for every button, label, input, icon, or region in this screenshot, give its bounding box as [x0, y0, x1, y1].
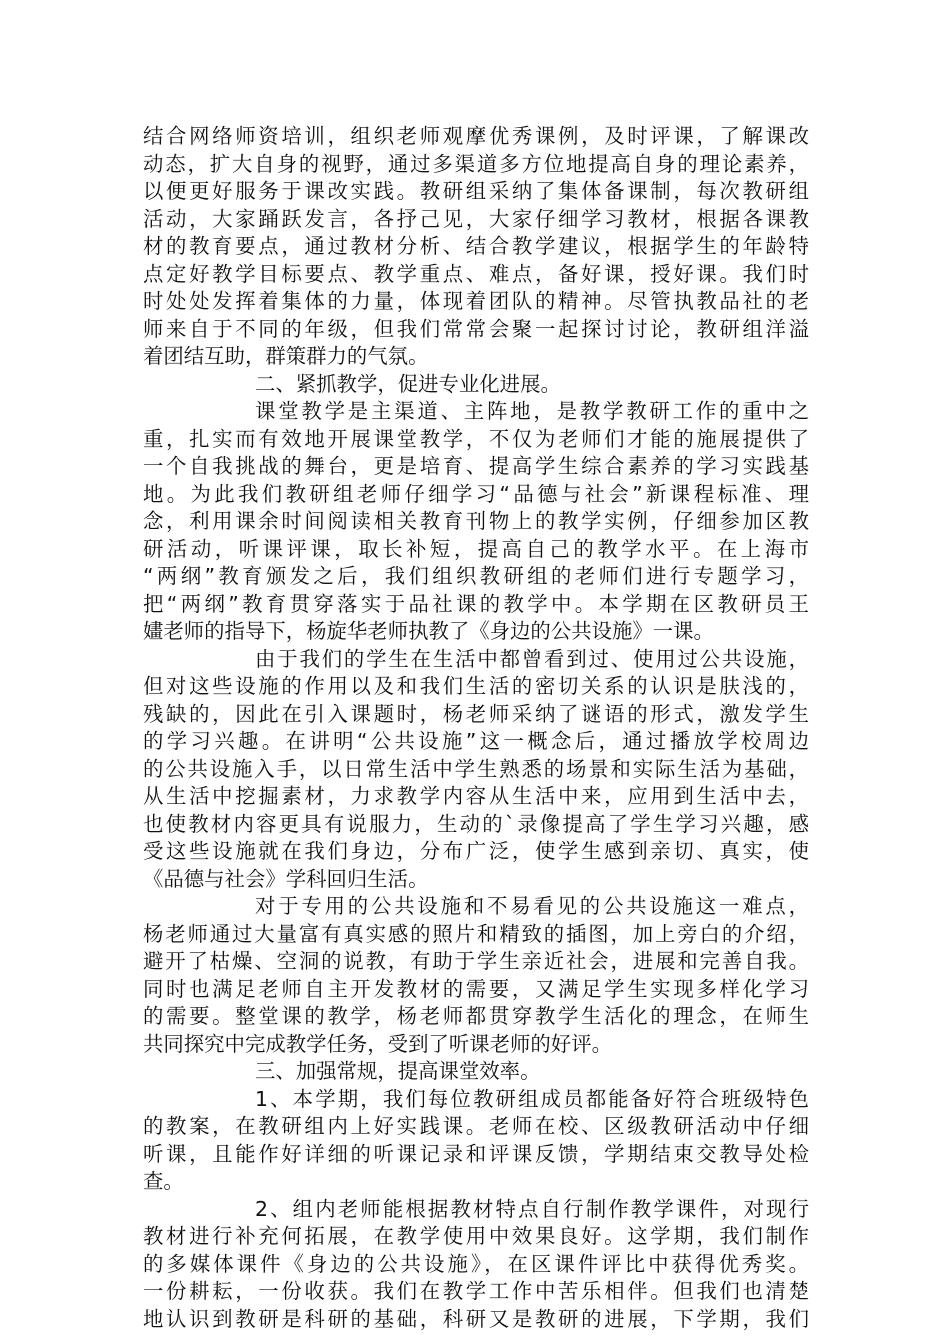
text-line: 的公共设施入手，以日常生活中学生熟悉的场景和实际生活为基础，: [143, 756, 809, 781]
text-line: 听课，且能作好详细的听课记录和评课反馈，学期结束交教导处检: [143, 1141, 809, 1166]
text-line: 师来自于不同的年级，但我们常常会聚一起探讨讨论，教研组洋溢: [143, 316, 809, 341]
text-line: 1、本学期，我们每位教研组成员都能备好符合班级特色: [255, 1086, 809, 1111]
text-line: 的学习兴趣。在讲明“公共设施”这一概念后，通过播放学校周边: [143, 729, 809, 753]
text-line: “两纲”教育颁发之后，我们组织教研组的老师们进行专题学习，: [143, 564, 809, 588]
text-line: 嫿老师的指导下，杨旋华老师执教了《身边的公共设施》一课。: [143, 619, 714, 643]
text-line: 念，利用课余时间阅读相关教育刊物上的教学实例，仔细参加区教: [143, 509, 809, 533]
text-line: 以便更好服务于课改实践。教研组采纳了集体备课制，每次教研组: [143, 179, 809, 203]
text-line: 的教案，在教研组内上好实践课。老师在校、区级教研活动中仔细: [143, 1114, 809, 1138]
text-line: 杨老师通过大量富有真实感的照片和精致的插图，加上旁白的介绍，: [143, 921, 809, 946]
text-line: 的多媒体课件《身边的公共设施》，在区课件评比中获得优秀奖。: [143, 1251, 809, 1276]
text-line: 的需要。整堂课的教学，杨老师都贯穿教学生活化的理念，在师生: [143, 1004, 809, 1028]
text-line: 材的教育要点，通过教材分析、结合教学建议，根据学生的年龄特: [143, 234, 809, 258]
text-line: 二、紧抓教学，促进专业化进展。: [255, 371, 561, 396]
text-line: 课堂教学是主渠道、主阵地，是教学教研工作的重中之: [255, 399, 809, 423]
text-line: 把“两纲”教育贯穿落实于品社课的教学中。本学期在区教研员王: [143, 591, 809, 616]
text-line: 三、加强常规，提高课堂效率。: [255, 1059, 541, 1083]
text-line: 残缺的，因此在引入课题时，杨老师采纳了谜语的形式，激发学生: [143, 701, 809, 726]
text-line: 重，扎实而有效地开展课堂教学，不仅为老师们才能的施展提供了: [143, 426, 809, 451]
text-line: 查。: [143, 1169, 184, 1193]
text-line: 点定好教学目标要点、教学重点、难点，备好课，授好课。我们时: [143, 261, 809, 286]
text-line: 动态，扩大自身的视野，通过多渠道多方位地提高自身的理论素养，: [143, 151, 809, 176]
text-line: 《品德与社会》学科回归生活。: [143, 866, 429, 891]
text-line: 同时也满足老师自主开发教材的需要，又满足学生实现多样化学习: [143, 976, 809, 1001]
text-line: 由于我们的学生在生活中都曾看到过、使用过公共设施，: [255, 646, 809, 671]
text-line: 但对这些设施的作用以及和我们生活的密切关系的认识是肤浅的，: [143, 674, 809, 698]
text-line: 2、组内老师能根据教材特点自行制作教学课件，对现行: [255, 1196, 809, 1221]
text-line: 地认识到教研是科研的基础，科研又是教研的进展，下学期，我们: [143, 1306, 809, 1331]
text-line: 一个自我挑战的舞台，更是培育、提高学生综合素养的学习实践基: [143, 454, 809, 478]
text-line: 避开了枯燥、空洞的说教，有助于学生亲近社会，进展和完善自我。: [143, 949, 809, 973]
text-line: 研活动，听课评课，取长补短，提高自己的教学水平。在上海市: [143, 536, 809, 561]
text-line: 共同探究中完成教学任务，受到了听课老师的好评。: [143, 1031, 612, 1056]
text-line: 地。为此我们教研组老师仔细学习“品德与社会”新课程标准、理: [143, 481, 809, 506]
text-line: 结合网络师资培训，组织老师观摩优秀课例，及时评课，了解课改: [143, 124, 809, 148]
text-line: 对于专用的公共设施和不易看见的公共设施这一难点，: [255, 894, 809, 918]
text-line: 时处处发挥着集体的力量，体现着团队的精神。尽管执教品社的老: [143, 289, 809, 313]
text-line: 从生活中挖掘素材，力求教学内容从生活中来，应用到生活中去，: [143, 784, 809, 808]
text-line: 着团结互助，群策群力的气氛。: [143, 344, 429, 368]
text-line: 活动，大家踊跃发言，各抒己见，大家仔细学习教材，根据各课教: [143, 206, 809, 231]
text-line: 一份耕耘，一份收获。我们在教学工作中苦乐相伴。但我们也清楚: [143, 1279, 809, 1303]
text-line: 也使教材内容更具有说服力，生动的`录像提高了学生学习兴趣，感: [143, 811, 809, 836]
text-line: 教材进行补充何拓展，在教学使用中效果良好。这学期，我们制作: [143, 1224, 809, 1248]
text-line: 受这些设施就在我们身边，分布广泛，使学生感到亲切、真实，使: [143, 839, 809, 863]
document-body: [143, 123, 809, 1333]
